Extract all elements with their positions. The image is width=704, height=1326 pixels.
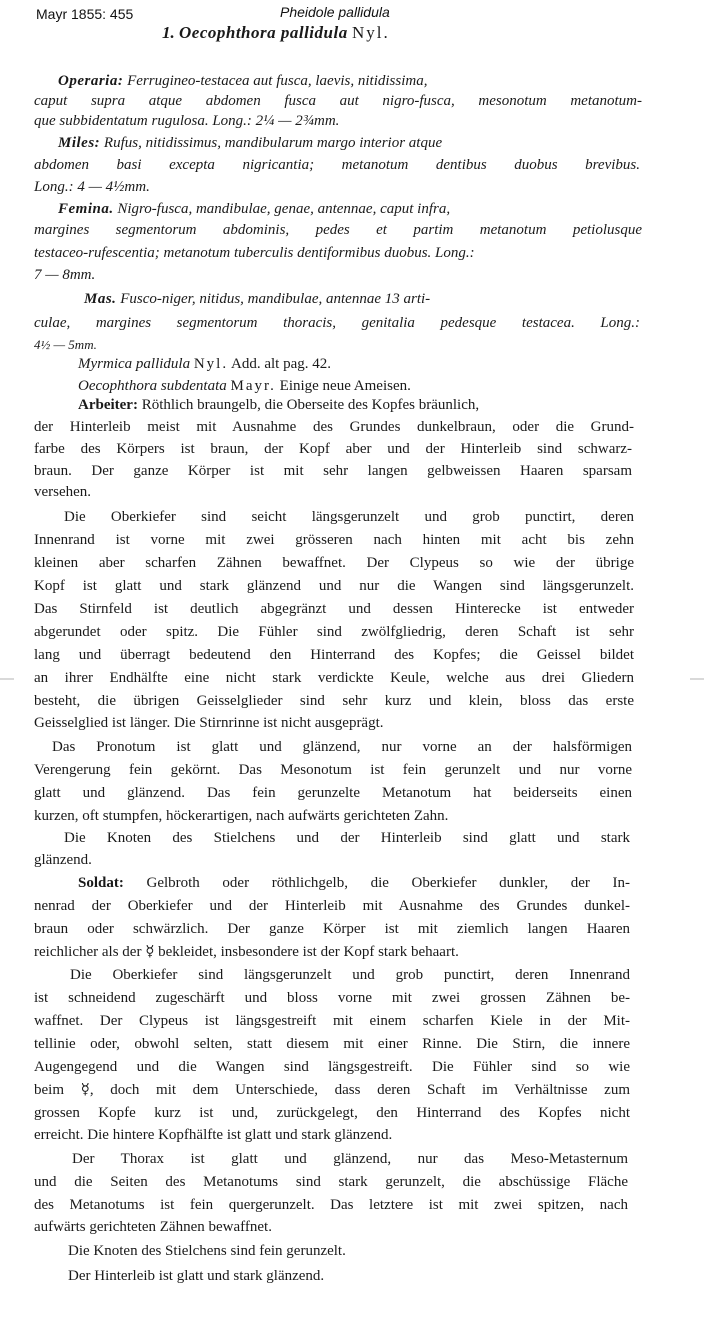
arbeiter-p3-line-4: kurzen, oft stumpfen, höckerartigen, nach aufwärts gerichteten Zahn. — [34, 808, 449, 824]
arbeiter-p2-line-2: Innenrand ist vorne mit zwei grösseren nach hinten mit acht bis zehn — [34, 532, 634, 548]
arbeiter-p3-line-2: Verengerung fein gekörnt. Das Mesonotum ist fein gerunzelt und nur vorne — [34, 762, 632, 778]
operaria-line-2: caput supra atque abdomen fusca aut nigro-fusca, mesonotum metanotum- — [34, 93, 642, 109]
femina-line-4: 7 — 8mm. — [34, 267, 96, 283]
soldat-p2-line-1: Die Oberkiefer sind längsgerunzelt und grob punctirt, deren Innenrand — [70, 967, 630, 983]
arbeiter-p2-line-7: lang und überragt bedeutend den Hinterrand des Kopfes; die Geissel bildet — [34, 647, 634, 663]
arbeiter-line-1 — [78, 396, 479, 414]
mas-text: Fusco-niger, nitidus, mandibulae, antennae 13 arti- — [120, 291, 431, 307]
arbeiter-p2-line-5: Das Stirnfeld ist deutlich abgegränzt und dessen Hinterecke ist entweder — [34, 601, 634, 617]
synonym-name: Oecophthora subdentata — [78, 378, 227, 394]
femina-line-3: testaceo-rufescentia; metanotum tuberculis dentiformibus duobus. Long.: — [34, 245, 475, 261]
soldat-p2-line-8: erreicht. Die hintere Kopfhälfte ist glatt und stark glänzend. — [34, 1127, 393, 1143]
arbeiter-line-5: versehen. — [34, 484, 92, 500]
soldat-p3-line-1: Der Thorax ist glatt und glänzend, nur das Meso-Metasternum — [72, 1151, 628, 1167]
synonym-2 — [78, 377, 411, 395]
arbeiter-line-4: braun. Der ganze Körper ist mit sehr langen gelbweissen Haaren sparsam — [34, 463, 632, 479]
scan-artifact-line — [0, 678, 14, 680]
soldat-p2-line-5: Augengegend und die Wangen sind längsgestreift. Die Fühler sind so wie — [34, 1059, 630, 1075]
arbeiter-p4-line-1: Die Knoten des Stielchens und der Hinterleib sind glatt und stark — [64, 830, 630, 846]
operaria-text: Ferrugineo-testacea aut fusca, laevis, nitidissima, — [127, 73, 428, 89]
arbeiter-line-2: der Hinterleib meist mit Ausnahme des Grundes dunkelbraun, oder die Grund- — [34, 419, 634, 435]
heading-author: Nyl. — [351, 23, 390, 42]
soldat-p2-line-3: waffnet. Der Clypeus ist längsgestreift mit einem scharfen Kiele in der Mit- — [34, 1013, 630, 1029]
arbeiter-p2-line-4: Kopf ist glatt und stark glänzend und nur die Wangen sind längsgerunzelt. — [34, 578, 634, 594]
soldat-p3-line-3: des Metanotums ist fein quergerunzelt. Das letztere ist mit zwei spitzen, nach — [34, 1197, 628, 1213]
arbeiter-p3-line-3: glatt und glänzend. Das fein gerunzelte Metanotum hat beiderseits einen — [34, 785, 632, 801]
miles-line-2: abdomen basi excepta nigricantia; metanotum dentibus duobus brevibus. — [34, 157, 640, 173]
femina-text: Nigro-fusca, mandibulae, genae, antennae, caput infra, — [117, 201, 451, 217]
operaria-line-3: que subbidentatum rugulosa. Long.: 2¼ — 2¾mm. — [34, 113, 340, 129]
operaria-line-1 — [58, 72, 666, 90]
miles-line-1 — [58, 134, 442, 152]
synonym-ref: Einige neue Ameisen. — [279, 378, 411, 394]
arbeiter-p2-line-10: Geisselglied ist länger. Die Stirnrinne ist nicht ausgeprägt. — [34, 715, 384, 731]
soldat-p2-line-4: tellinie oder, obwohl selten, statt diesem mit einer Rinne. Die Stirn, die innere — [34, 1036, 630, 1052]
arbeiter-p2-line-8: an ihrer Endhälfte eine nicht stark verdickte Keule, welche aus drei Gliedern — [34, 670, 634, 686]
mas-line-1 — [84, 290, 430, 308]
synonym-1 — [78, 355, 331, 373]
heading-number: 1. — [162, 23, 175, 42]
femina-line-1 — [58, 200, 450, 218]
scan-artifact-line — [690, 678, 704, 680]
mas-label: Mas. — [84, 291, 117, 307]
species-heading — [162, 24, 390, 42]
arbeiter-p3-line-1: Das Pronotum ist glatt und glänzend, nur vorne an der halsförmigen — [52, 739, 632, 755]
miles-text: Rufus, nitidissimus, mandibularum margo interior atque — [103, 135, 443, 151]
soldat-p2-line-6: beim ☿, doch mit dem Unterschiede, dass deren Schaft im Verhältnisse zum — [34, 1082, 630, 1098]
soldat-p3-line-4: aufwärts gerichteten Zähnen bewaffnet. — [34, 1219, 272, 1235]
arbeiter-line-3: farbe des Körpers ist braun, der Kopf aber und der Hinterleib sind schwarz- — [34, 441, 632, 457]
soldat-line-4: reichlicher als der ☿ bekleidet, insbesondere ist der Kopf stark behaart. — [34, 944, 459, 960]
miles-line-3: Long.: 4 — 4½mm. — [34, 179, 150, 195]
arbeiter-p4-line-2: glänzend. — [34, 852, 92, 868]
arbeiter-p2-line-1: Die Oberkiefer sind seicht längsgerunzelt und grob punctirt, deren — [64, 509, 634, 525]
femina-label: Femina. — [58, 201, 114, 217]
synonym-name: Myrmica pallidula — [78, 356, 191, 372]
synonym-author: Mayr. — [230, 378, 276, 394]
arbeiter-p2-line-9: besteht, die übrigen Geisselglieder sind sehr kurz und klein, bloss das erste — [34, 693, 634, 709]
soldat-p2-line-2: ist schneidend zugeschärft und bloss vorne mit zwei grossen Zähnen be- — [34, 990, 630, 1006]
soldat-label: Soldat: — [78, 875, 124, 891]
soldat-line-3: braun oder schwärzlich. Der ganze Körper ist mit ziemlich langen Haaren — [34, 921, 630, 937]
header-reference: Mayr 1855: 455 — [36, 6, 134, 22]
arbeiter-p2-line-6: abgerundet oder spitz. Die Fühler sind zwölfgliedrig, deren Schaft ist sehr — [34, 624, 634, 640]
arbeiter-p2-line-3: kleinen aber scharfen Zähnen bewaffnet. Der Clypeus so wie der übrige — [34, 555, 634, 571]
arbeiter-text: Röthlich braungelb, die Oberseite des Kopfes bräunlich, — [141, 397, 480, 413]
mas-line-3: 4½ — 5mm. — [34, 337, 97, 352]
soldat-text: Gelbroth oder röthlichgelb, die Oberkiefer dunkler, der In- — [146, 875, 631, 891]
heading-genus-species: Oecophthora pallidula — [179, 23, 348, 42]
soldat-p3-line-2: und die Seiten des Metanotums sind stark gerunzelt, die abschüssige Fläche — [34, 1174, 628, 1190]
header-species: Pheidole pallidula — [280, 4, 390, 20]
soldat-p2-line-7: grossen Kopfe kurz ist und, zurückgelegt, den Hinterrand des Kopfes nicht — [34, 1105, 630, 1121]
soldat-p5: Der Hinterleib ist glatt und stark glänzend. — [68, 1268, 325, 1284]
soldat-line-1 — [78, 874, 630, 892]
synonym-author: Nyl. — [193, 356, 229, 372]
soldat-line-2: nenrad der Oberkiefer und der Hinterleib mit Ausnahme des Grundes dunkel- — [34, 898, 630, 914]
synonym-ref: Add. alt pag. 42. — [231, 356, 331, 372]
soldat-p4: Die Knoten des Stielchens sind fein gerunzelt. — [68, 1243, 346, 1259]
arbeiter-label: Arbeiter: — [78, 397, 138, 413]
miles-label: Miles: — [58, 135, 101, 151]
femina-line-2: margines segmentorum abdominis, pedes et partim metanotum petiolusque — [34, 222, 642, 238]
operaria-label: Operaria: — [58, 73, 124, 89]
mas-line-2: culae, margines segmentorum thoracis, genitalia pedesque testacea. Long.: — [34, 315, 640, 331]
